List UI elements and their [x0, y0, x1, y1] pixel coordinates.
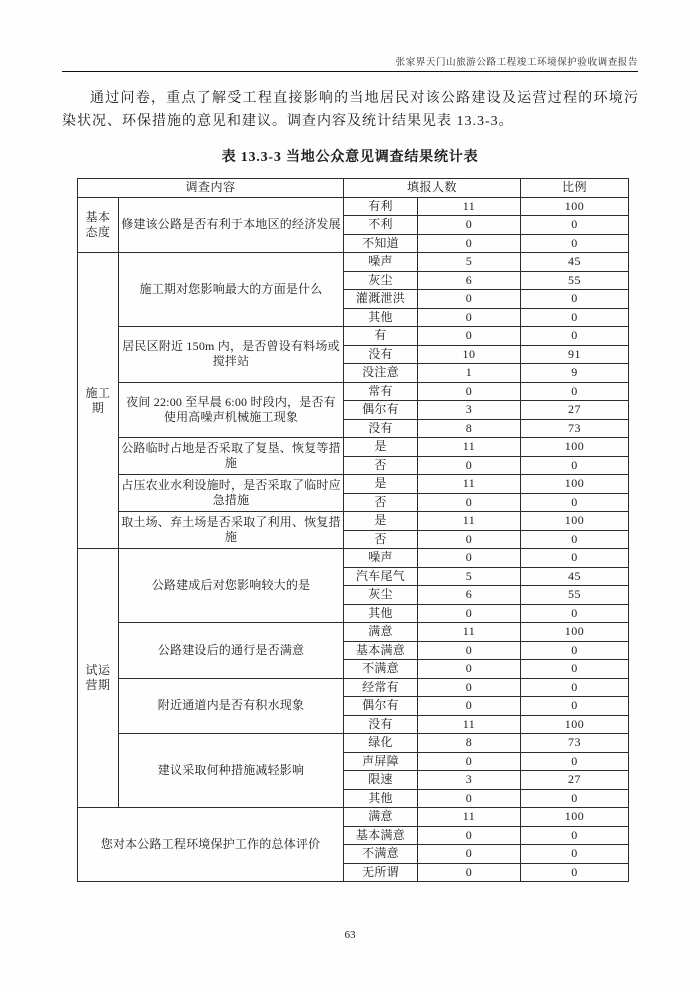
option-cell: 是 [344, 475, 418, 494]
table-row [78, 678, 629, 697]
option-cell: 有 [344, 327, 418, 346]
percent-cell: 45 [521, 253, 629, 272]
option-cell: 灰尘 [344, 586, 418, 605]
table-row [78, 623, 629, 642]
percent-cell: 0 [521, 826, 629, 845]
option-cell: 基本满意 [344, 641, 418, 660]
count-cell: 0 [418, 493, 521, 512]
percent-cell: 0 [521, 290, 629, 309]
percent-cell: 0 [521, 845, 629, 864]
percent-cell: 73 [521, 734, 629, 753]
count-cell: 0 [418, 456, 521, 475]
percent-cell: 0 [521, 752, 629, 771]
option-cell: 是 [344, 512, 418, 531]
count-cell: 11 [418, 438, 521, 457]
table-header-row [78, 179, 629, 198]
count-cell: 11 [418, 715, 521, 734]
question-cell: 公路建设后的通行是否满意 [119, 623, 344, 679]
question-cell: 取土场、弃土场是否采取了利用、恢复措施 [119, 512, 344, 549]
count-cell: 6 [418, 586, 521, 605]
percent-cell: 0 [521, 216, 629, 235]
option-cell: 没有 [344, 345, 418, 364]
option-cell: 常有 [344, 382, 418, 401]
percent-cell: 0 [521, 604, 629, 623]
option-cell: 满意 [344, 808, 418, 827]
percent-cell: 9 [521, 364, 629, 383]
option-cell: 否 [344, 456, 418, 475]
percent-cell: 55 [521, 586, 629, 605]
count-cell: 10 [418, 345, 521, 364]
option-cell: 不利 [344, 216, 418, 235]
table-row [78, 512, 629, 531]
option-cell: 基本满意 [344, 826, 418, 845]
count-cell: 0 [418, 752, 521, 771]
count-cell: 0 [418, 697, 521, 716]
question-cell: 公路临时占地是否采取了复垦、恢复等措施 [119, 438, 344, 475]
category-cell: 基本态度 [78, 197, 119, 253]
percent-cell: 100 [521, 808, 629, 827]
option-cell: 经常有 [344, 678, 418, 697]
option-cell: 噪声 [344, 549, 418, 568]
percent-cell: 0 [521, 789, 629, 808]
option-cell: 有利 [344, 197, 418, 216]
percent-cell: 0 [521, 530, 629, 549]
col-header-respondent-count: 填报人数 [344, 179, 521, 198]
table-row [78, 197, 629, 216]
question-cell: 施工期对您影响最大的方面是什么 [119, 253, 344, 327]
option-cell: 其他 [344, 308, 418, 327]
count-cell: 0 [418, 549, 521, 568]
count-cell: 8 [418, 419, 521, 438]
count-cell: 8 [418, 734, 521, 753]
percent-cell: 27 [521, 401, 629, 420]
option-cell: 绿化 [344, 734, 418, 753]
count-cell: 11 [418, 808, 521, 827]
count-cell: 5 [418, 253, 521, 272]
option-cell: 没有 [344, 715, 418, 734]
option-cell: 限速 [344, 771, 418, 790]
percent-cell: 0 [521, 697, 629, 716]
count-cell: 0 [418, 641, 521, 660]
count-cell: 0 [418, 530, 521, 549]
percent-cell: 91 [521, 345, 629, 364]
count-cell: 0 [418, 678, 521, 697]
question-cell: 附近通道内是否有积水现象 [119, 678, 344, 734]
count-cell: 6 [418, 271, 521, 290]
table-caption: 表 13.3-3 当地公众意见调查结果统计表 [221, 150, 479, 165]
option-cell: 偶尔有 [344, 697, 418, 716]
count-cell: 3 [418, 771, 521, 790]
percent-cell: 73 [521, 419, 629, 438]
count-cell: 11 [418, 197, 521, 216]
count-cell: 0 [418, 327, 521, 346]
option-cell: 是 [344, 438, 418, 457]
count-cell: 3 [418, 401, 521, 420]
option-cell: 灰尘 [344, 271, 418, 290]
percent-cell: 0 [521, 660, 629, 679]
percent-cell: 100 [521, 475, 629, 494]
percent-cell: 0 [521, 641, 629, 660]
percent-cell: 27 [521, 771, 629, 790]
intro-paragraph: 通过问卷，重点了解受工程直接影响的当地居民对该公路建设及运营过程的环境污染状况、环保措施的意见和建议。调查内容及统计结果见表 13.3-3。 [62, 91, 639, 129]
count-cell: 0 [418, 382, 521, 401]
table-row [78, 327, 629, 346]
count-cell: 5 [418, 567, 521, 586]
percent-cell: 0 [521, 382, 629, 401]
table-row [78, 382, 629, 401]
count-cell: 0 [418, 290, 521, 309]
percent-cell: 100 [521, 197, 629, 216]
percent-cell: 0 [521, 456, 629, 475]
page-number: 63 [344, 929, 356, 941]
percent-cell: 0 [521, 308, 629, 327]
option-cell: 没有 [344, 419, 418, 438]
col-header-ratio: 比例 [521, 179, 629, 198]
option-cell: 声屏障 [344, 752, 418, 771]
percent-cell: 100 [521, 715, 629, 734]
percent-cell: 0 [521, 678, 629, 697]
col-header-survey-content: 调查内容 [78, 179, 344, 198]
count-cell: 1 [418, 364, 521, 383]
percent-cell: 100 [521, 512, 629, 531]
category-cell: 试运营期 [78, 549, 119, 808]
option-cell: 否 [344, 493, 418, 512]
count-cell: 0 [418, 234, 521, 253]
percent-cell: 0 [521, 327, 629, 346]
table-row [78, 734, 629, 753]
percent-cell: 100 [521, 438, 629, 457]
count-cell: 0 [418, 216, 521, 235]
survey-results-table [77, 178, 629, 882]
percent-cell: 55 [521, 271, 629, 290]
running-header-title: 张家界天门山旅游公路工程竣工环境保护验收调查报告 [395, 58, 638, 68]
percent-cell: 0 [521, 234, 629, 253]
category-cell: 施工期 [78, 253, 119, 549]
percent-cell: 45 [521, 567, 629, 586]
header-rule [62, 71, 638, 72]
table-row [78, 475, 629, 494]
option-cell: 满意 [344, 623, 418, 642]
question-cell: 居民区附近 150m 内，是否曾设有料场或搅拌站 [119, 327, 344, 383]
option-cell: 偶尔有 [344, 401, 418, 420]
count-cell: 0 [418, 845, 521, 864]
option-cell: 没注意 [344, 364, 418, 383]
table-row [78, 253, 629, 272]
question-cell: 您对本公路工程环境保护工作的总体评价 [78, 808, 344, 882]
question-cell: 公路建成后对您影响较大的是 [119, 549, 344, 623]
count-cell: 0 [418, 660, 521, 679]
option-cell: 其他 [344, 604, 418, 623]
percent-cell: 0 [521, 549, 629, 568]
count-cell: 0 [418, 863, 521, 882]
option-cell: 不知道 [344, 234, 418, 253]
question-cell: 占压农业水利设施时，是否采取了临时应急措施 [119, 475, 344, 512]
count-cell: 11 [418, 623, 521, 642]
option-cell: 否 [344, 530, 418, 549]
option-cell: 汽车尾气 [344, 567, 418, 586]
table-row [78, 808, 629, 827]
table-row [78, 438, 629, 457]
count-cell: 0 [418, 604, 521, 623]
option-cell: 无所谓 [344, 863, 418, 882]
option-cell: 噪声 [344, 253, 418, 272]
count-cell: 11 [418, 475, 521, 494]
question-cell: 夜间 22:00 至早晨 6:00 时段内，是否有使用高噪声机械施工现象 [119, 382, 344, 438]
count-cell: 0 [418, 308, 521, 327]
question-cell: 建议采取何种措施减轻影响 [119, 734, 344, 808]
running-header [62, 54, 638, 72]
option-cell: 不满意 [344, 660, 418, 679]
percent-cell: 100 [521, 623, 629, 642]
percent-cell: 0 [521, 493, 629, 512]
question-cell: 修建该公路是否有利于本地区的经济发展 [119, 197, 344, 253]
count-cell: 0 [418, 826, 521, 845]
percent-cell: 0 [521, 863, 629, 882]
table-row [78, 549, 629, 568]
option-cell: 其他 [344, 789, 418, 808]
option-cell: 灌溉泄洪 [344, 290, 418, 309]
count-cell: 11 [418, 512, 521, 531]
option-cell: 不满意 [344, 845, 418, 864]
count-cell: 0 [418, 789, 521, 808]
